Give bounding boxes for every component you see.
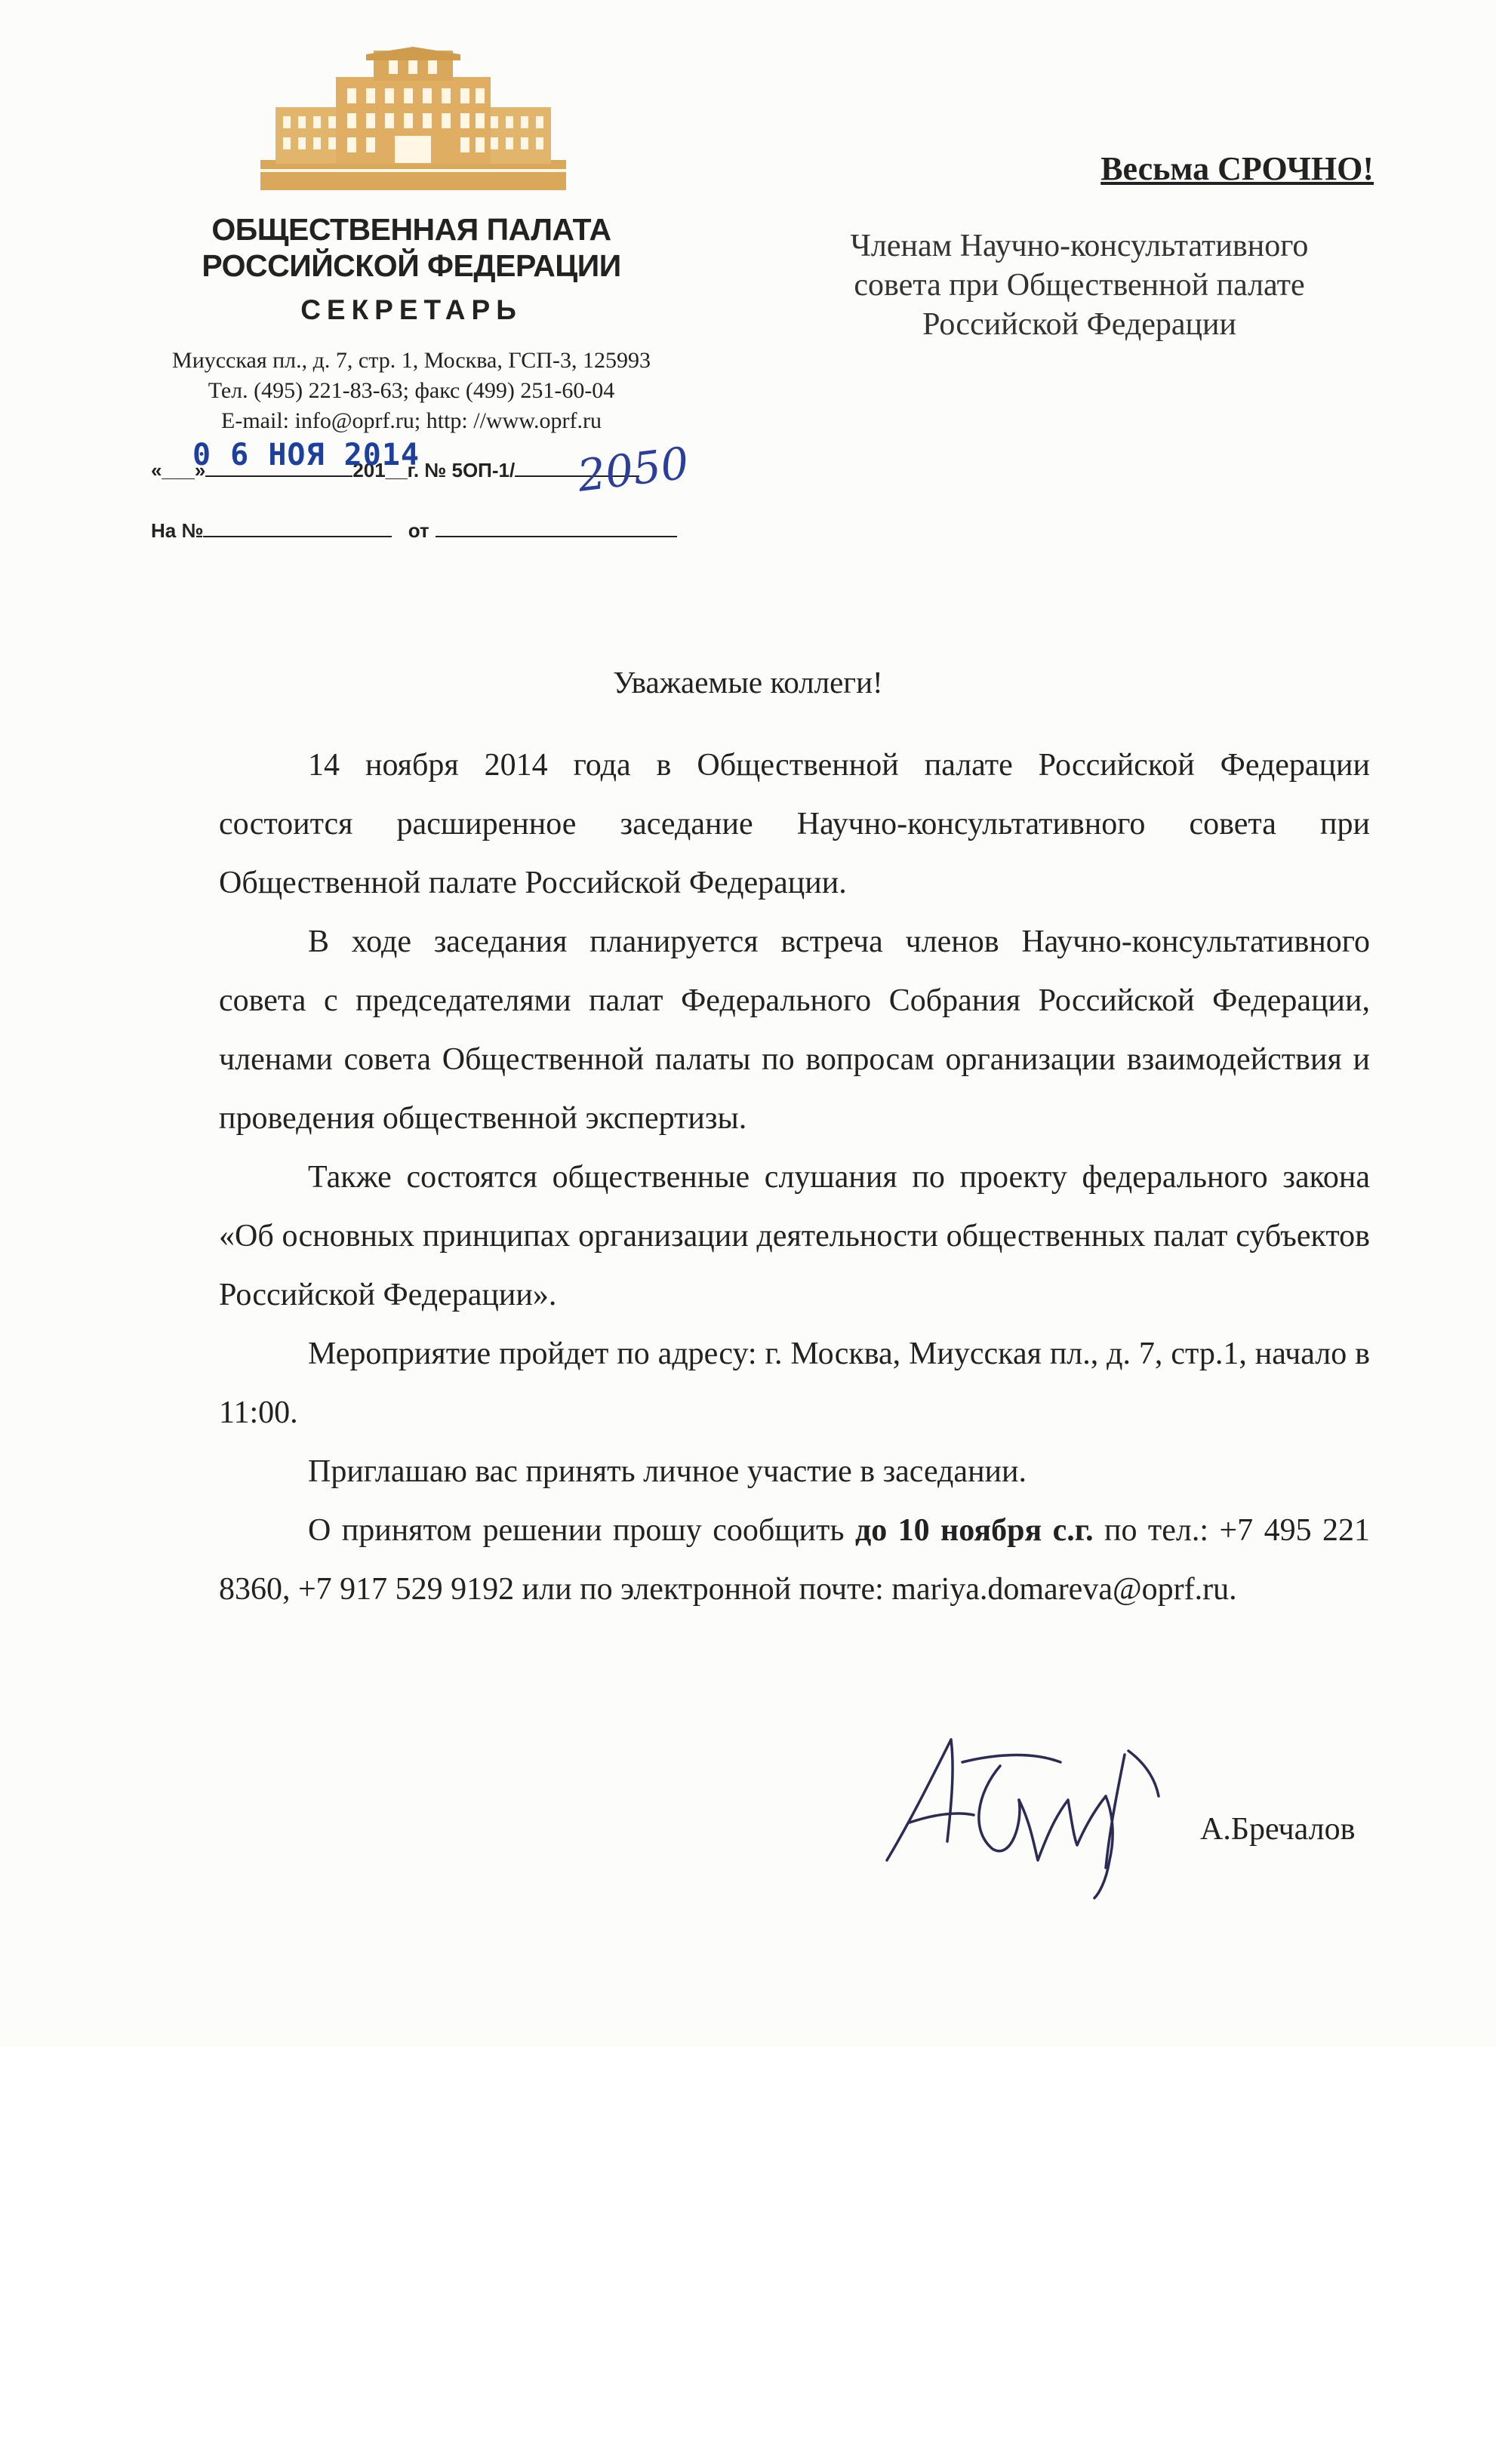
ref-from-label: от	[408, 519, 429, 542]
handwritten-reg-number: 2050	[574, 437, 692, 502]
reg-year-number: 201__г. № 5ОП-1/	[352, 459, 516, 481]
urgency-note: Весьма СРОЧНО!	[1100, 150, 1374, 187]
paragraph-2: В ходе заседания планируется встреча членов Научно-консультативного совета с председателями палат Федерального Собрания Российской Федерации, членами совета Общественной палаты по вопросам организации взаимодействия и проведения общественной экспертизы.	[219, 924, 1370, 1136]
email-web: E-mail: info@oprf.ru; http: //www.oprf.ru	[221, 408, 602, 433]
handwritten-signature	[879, 1709, 1166, 1906]
addressee-line1: Членам Научно-консультативного	[850, 229, 1309, 263]
date-stamp: 0 6 НОЯ 2014	[192, 438, 420, 472]
reply-contacts: по тел.: +7 495 221 8360, +7 917 529 9192 или по электронной почте: mariya.domareva@oprf.ru.	[219, 1513, 1370, 1607]
reply-deadline: до 10 ноября с.г.	[854, 1513, 1094, 1548]
contact-block	[147, 346, 676, 436]
addressee-line2: совета при Общественной палате	[854, 268, 1305, 303]
paragraph-3: Также состоятся общественные слушания по проекту федерального закона «Об основных принципах организации деятельности общественных палат субъектов Российской Федерации».	[219, 1160, 1370, 1312]
paragraph-6	[219, 1501, 1370, 1619]
addressee-line3: Российской Федерации	[922, 307, 1236, 342]
reg-day-blank: «___»	[151, 459, 206, 481]
greeting: Уважаемые коллеги!	[613, 665, 883, 700]
paragraph-1: 14 ноября 2014 года в Общественной палате Российской Федерации состоится расширенное заседание Научно-консультативного совета при Общественной палате Российской Федерации.	[219, 748, 1370, 900]
reference-line	[151, 519, 677, 543]
paragraph-4: Мероприятие пройдет по адресу: г. Москва, Миусская пл., д. 7, стр.1, начало в 11:00.	[219, 1337, 1370, 1430]
org-name-line2: РОССИЙСКОЙ ФЕДЕРАЦИИ	[202, 248, 621, 283]
letter-body	[219, 736, 1370, 1619]
addressee-block	[808, 226, 1351, 344]
reply-request-text: О принятом решении прошу сообщить	[308, 1513, 855, 1548]
palace-building-logo	[260, 47, 566, 190]
office-title: СЕКРЕТАРЬ	[300, 294, 522, 325]
phone-fax: Тел. (495) 221-83-63; факс (499) 251-60-04	[208, 378, 615, 403]
organization-name	[147, 211, 676, 284]
signer-name: А.Бречалов	[1200, 1812, 1356, 1847]
paragraph-5: Приглашаю вас принять личное участие в заседании.	[308, 1454, 1027, 1489]
org-name-line1: ОБЩЕСТВЕННАЯ ПАЛАТА	[211, 212, 611, 247]
postal-address: Миусская пл., д. 7, стр. 1, Москва, ГСП-3, 125993	[172, 348, 651, 373]
ref-number-label: На №	[151, 519, 204, 542]
